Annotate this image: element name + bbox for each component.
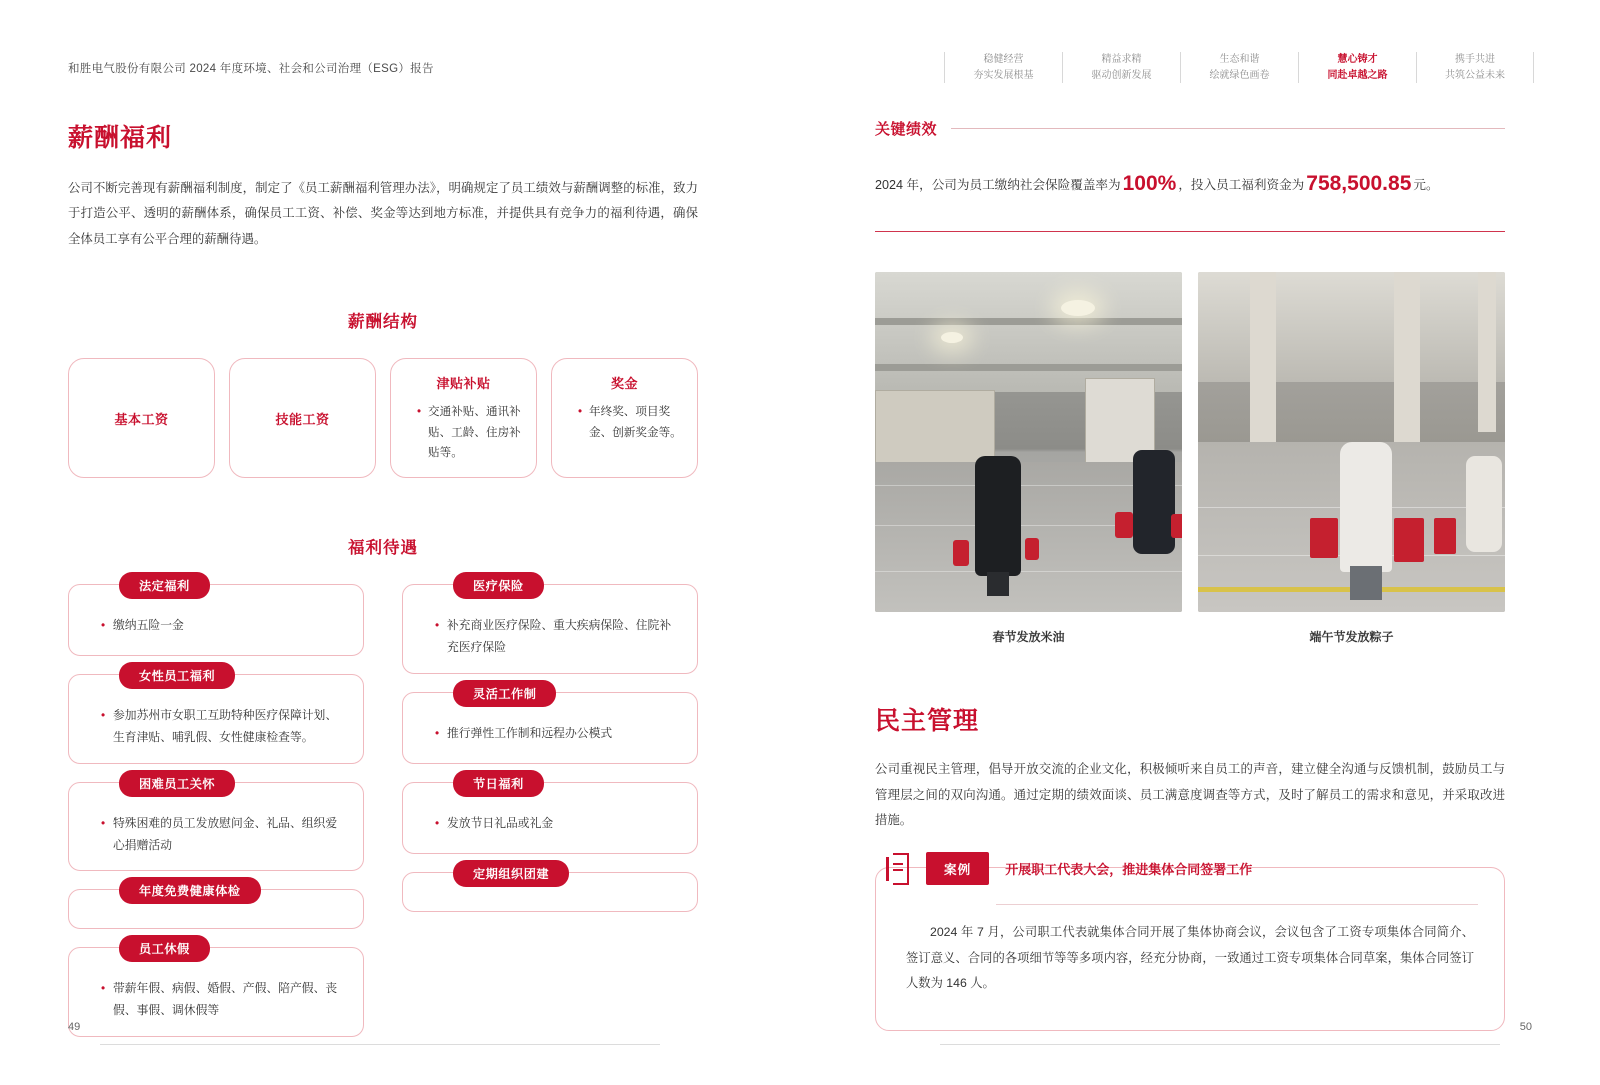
benefit-holiday-tag: 节日福利: [453, 770, 544, 797]
benefit-employee-leave-tag: 员工休假: [119, 935, 210, 962]
kpi-statement: [875, 165, 1505, 203]
benefit-holiday-item-0: • 发放节日礼品或礼金: [435, 813, 679, 835]
benefit-flexible-work-tag: 灵活工作制: [453, 680, 556, 707]
benefits-grid: [68, 579, 698, 1037]
compensation-intro-paragraph: 公司不断完善现有薪酬福利制度，制定了《员工薪酬福利管理办法》，明确规定了员工绩效与薪酬调整的标准，致力于打造公平、透明的薪酬体系，确保员工工资、补偿、奖金等达到地方标准，并提供具有竞争力的福利待遇，确保全体员工享有公平合理的薪酬待遇。: [68, 181, 698, 246]
case-body-text: 2024 年 7 月，公司职工代表就集体合同开展了集体协商会议，会议包含了工资专项集体合同简介、签订意义、合同的各项细节等等多项内容，经充分协商，一致通过工资专项集体合同草案，集体合同签订人数为 146 人。: [906, 925, 1474, 990]
nav-item-3-line2: 同赴卓越之路: [1327, 69, 1388, 81]
structure-card-allowance: [390, 358, 537, 478]
case-study-header: [886, 852, 1268, 885]
structure-card-3-title: 奖金: [610, 376, 638, 392]
kpi-middle: ，投入员工福利资金为: [1178, 178, 1305, 192]
nav-item-2[interactable]: [1180, 52, 1298, 83]
nav-item-2-line1: 生态和谐: [1219, 54, 1260, 65]
right-page-content: [875, 118, 1505, 1031]
benefits-title: 福利待遇: [348, 539, 418, 558]
nav-item-2-line2: 绘就绿色画卷: [1209, 69, 1270, 81]
benefit-flexible-work-item-0: • 推行弹性工作制和远程办公模式: [435, 723, 679, 745]
photo-block-dragon-boat: [1198, 272, 1505, 645]
page-number-left: 49: [68, 1021, 81, 1033]
benefit-statutory-tag: 法定福利: [119, 572, 210, 599]
kpi-value-welfare-fund: 758,500.85: [1306, 172, 1412, 195]
benefit-female-employee-tag: 女性员工福利: [119, 662, 235, 689]
benefit-team-building: [402, 866, 698, 912]
benefit-flexible-work: [402, 686, 698, 764]
photo-block-spring-festival: [875, 272, 1182, 645]
structure-card-2-item-0: • 交通补贴、通讯补贴、工龄、住房补贴等。: [417, 402, 522, 463]
kpi-title: 关键绩效: [875, 121, 938, 138]
document-title: 和胜电气股份有限公司 2024 年度环境、社会和公司治理（ESG）报告: [68, 63, 434, 75]
page-title-compensation: 薪酬福利: [68, 124, 173, 152]
benefit-employee-leave: [68, 942, 364, 1037]
benefit-hardship-care-tag: 困难员工关怀: [119, 770, 235, 797]
kpi-header: [875, 118, 1505, 139]
case-headline: 开展职工代表大会，推进集体合同签署工作: [1005, 862, 1253, 878]
photo-dragon-boat-zongzi: [1198, 272, 1505, 612]
nav-item-4-line2: 共筑公益未来: [1445, 69, 1505, 81]
benefit-medical-insurance-tag: 医疗保险: [453, 572, 544, 599]
structure-card-base-salary: [68, 358, 215, 478]
nav-item-0[interactable]: [944, 52, 1062, 83]
structure-card-0-title: 基本工资: [114, 411, 169, 427]
salary-structure-cards: [68, 358, 698, 478]
benefit-female-employee-item-0: • 参加苏州市女职工互助特种医疗保障计划、生育津贴、哺乳假、女性健康检查等。: [101, 705, 345, 749]
benefit-hardship-care-item-0: • 特殊困难的员工发放慰问金、礼品、组织爱心捐赠活动: [101, 813, 345, 857]
benefit-female-employee: [68, 669, 364, 764]
democratic-management-intro: 公司重视民主管理，倡导开放交流的企业文化，积极倾听来自员工的声音，建立健全沟通与反馈机制，鼓励员工与管理层之间的双向沟通。通过定期的绩效面谈、员工满意度调查等方式，及时了解员工的需求和意见，并采取改进措施。: [875, 762, 1505, 828]
kpi-suffix: 元。: [1413, 178, 1439, 192]
kpi-prefix: 2024 年，公司为员工缴纳社会保险覆盖率为: [875, 178, 1121, 192]
nav-item-1-line1: 精益求精: [1101, 54, 1142, 65]
structure-card-skill-salary: [229, 358, 376, 478]
nav-item-0-line1: 稳健经营: [983, 54, 1024, 65]
case-label-badge: 案例: [926, 852, 989, 885]
salary-structure-title: 薪酬结构: [348, 313, 418, 332]
benefit-annual-health-check-tag: 年度免费健康体检: [119, 877, 261, 904]
case-underline: [996, 904, 1478, 905]
kpi-rule: [951, 128, 1505, 129]
nav-item-3[interactable]: [1298, 52, 1416, 83]
benefit-employee-leave-item-0: • 带薪年假、病假、婚假、产假、陪产假、丧假、事假、调休假等: [101, 978, 345, 1022]
footer-rule-right: [940, 1044, 1500, 1045]
nav-item-1-line2: 驱动创新发展: [1091, 69, 1152, 81]
benefit-annual-health-check: [68, 884, 364, 929]
structure-card-3-item-0: • 年终奖、项目奖金、创新奖金等。: [578, 402, 683, 443]
nav-item-1[interactable]: [1062, 52, 1180, 83]
page-title-democratic-management: 民主管理: [875, 707, 980, 736]
case-document-icon: [886, 853, 920, 885]
structure-card-1-title: 技能工资: [275, 411, 330, 427]
chapter-nav: [944, 52, 1534, 83]
benefit-team-building-tag: 定期组织团建: [453, 860, 569, 887]
nav-item-0-line2: 夯实发展根基: [973, 69, 1034, 81]
benefit-holiday: [402, 776, 698, 854]
photo-caption-1: 端午节发放粽子: [1309, 630, 1394, 645]
photo-spring-festival-rice-oil: [875, 272, 1182, 612]
benefits-column-left: [68, 579, 364, 1037]
page-number-right: 50: [1519, 1021, 1532, 1033]
left-page-content: [68, 118, 698, 1037]
photo-caption-0: 春节发放米油: [992, 630, 1065, 645]
benefit-hardship-care: [68, 776, 364, 872]
benefit-medical-insurance-item-0: • 补充商业医疗保险、重大疾病保险、住院补充医疗保险: [435, 615, 679, 659]
footer-rule-left: [100, 1044, 660, 1045]
structure-card-2-title: 津贴补贴: [436, 376, 491, 392]
structure-card-bonus: [551, 358, 698, 478]
nav-item-4[interactable]: [1416, 52, 1534, 83]
benefit-statutory-item-0: • 缴纳五险一金: [101, 615, 345, 637]
benefits-column-right: [402, 579, 698, 1037]
benefit-medical-insurance: [402, 579, 698, 674]
case-study-box: [875, 862, 1505, 1031]
kpi-divider: [875, 231, 1505, 232]
photo-row: [875, 272, 1505, 645]
nav-item-3-line1: 慧心铸才: [1337, 54, 1378, 65]
kpi-value-coverage: 100%: [1122, 172, 1177, 195]
nav-item-4-line1: 携手共进: [1455, 54, 1495, 65]
benefit-statutory: [68, 579, 364, 656]
